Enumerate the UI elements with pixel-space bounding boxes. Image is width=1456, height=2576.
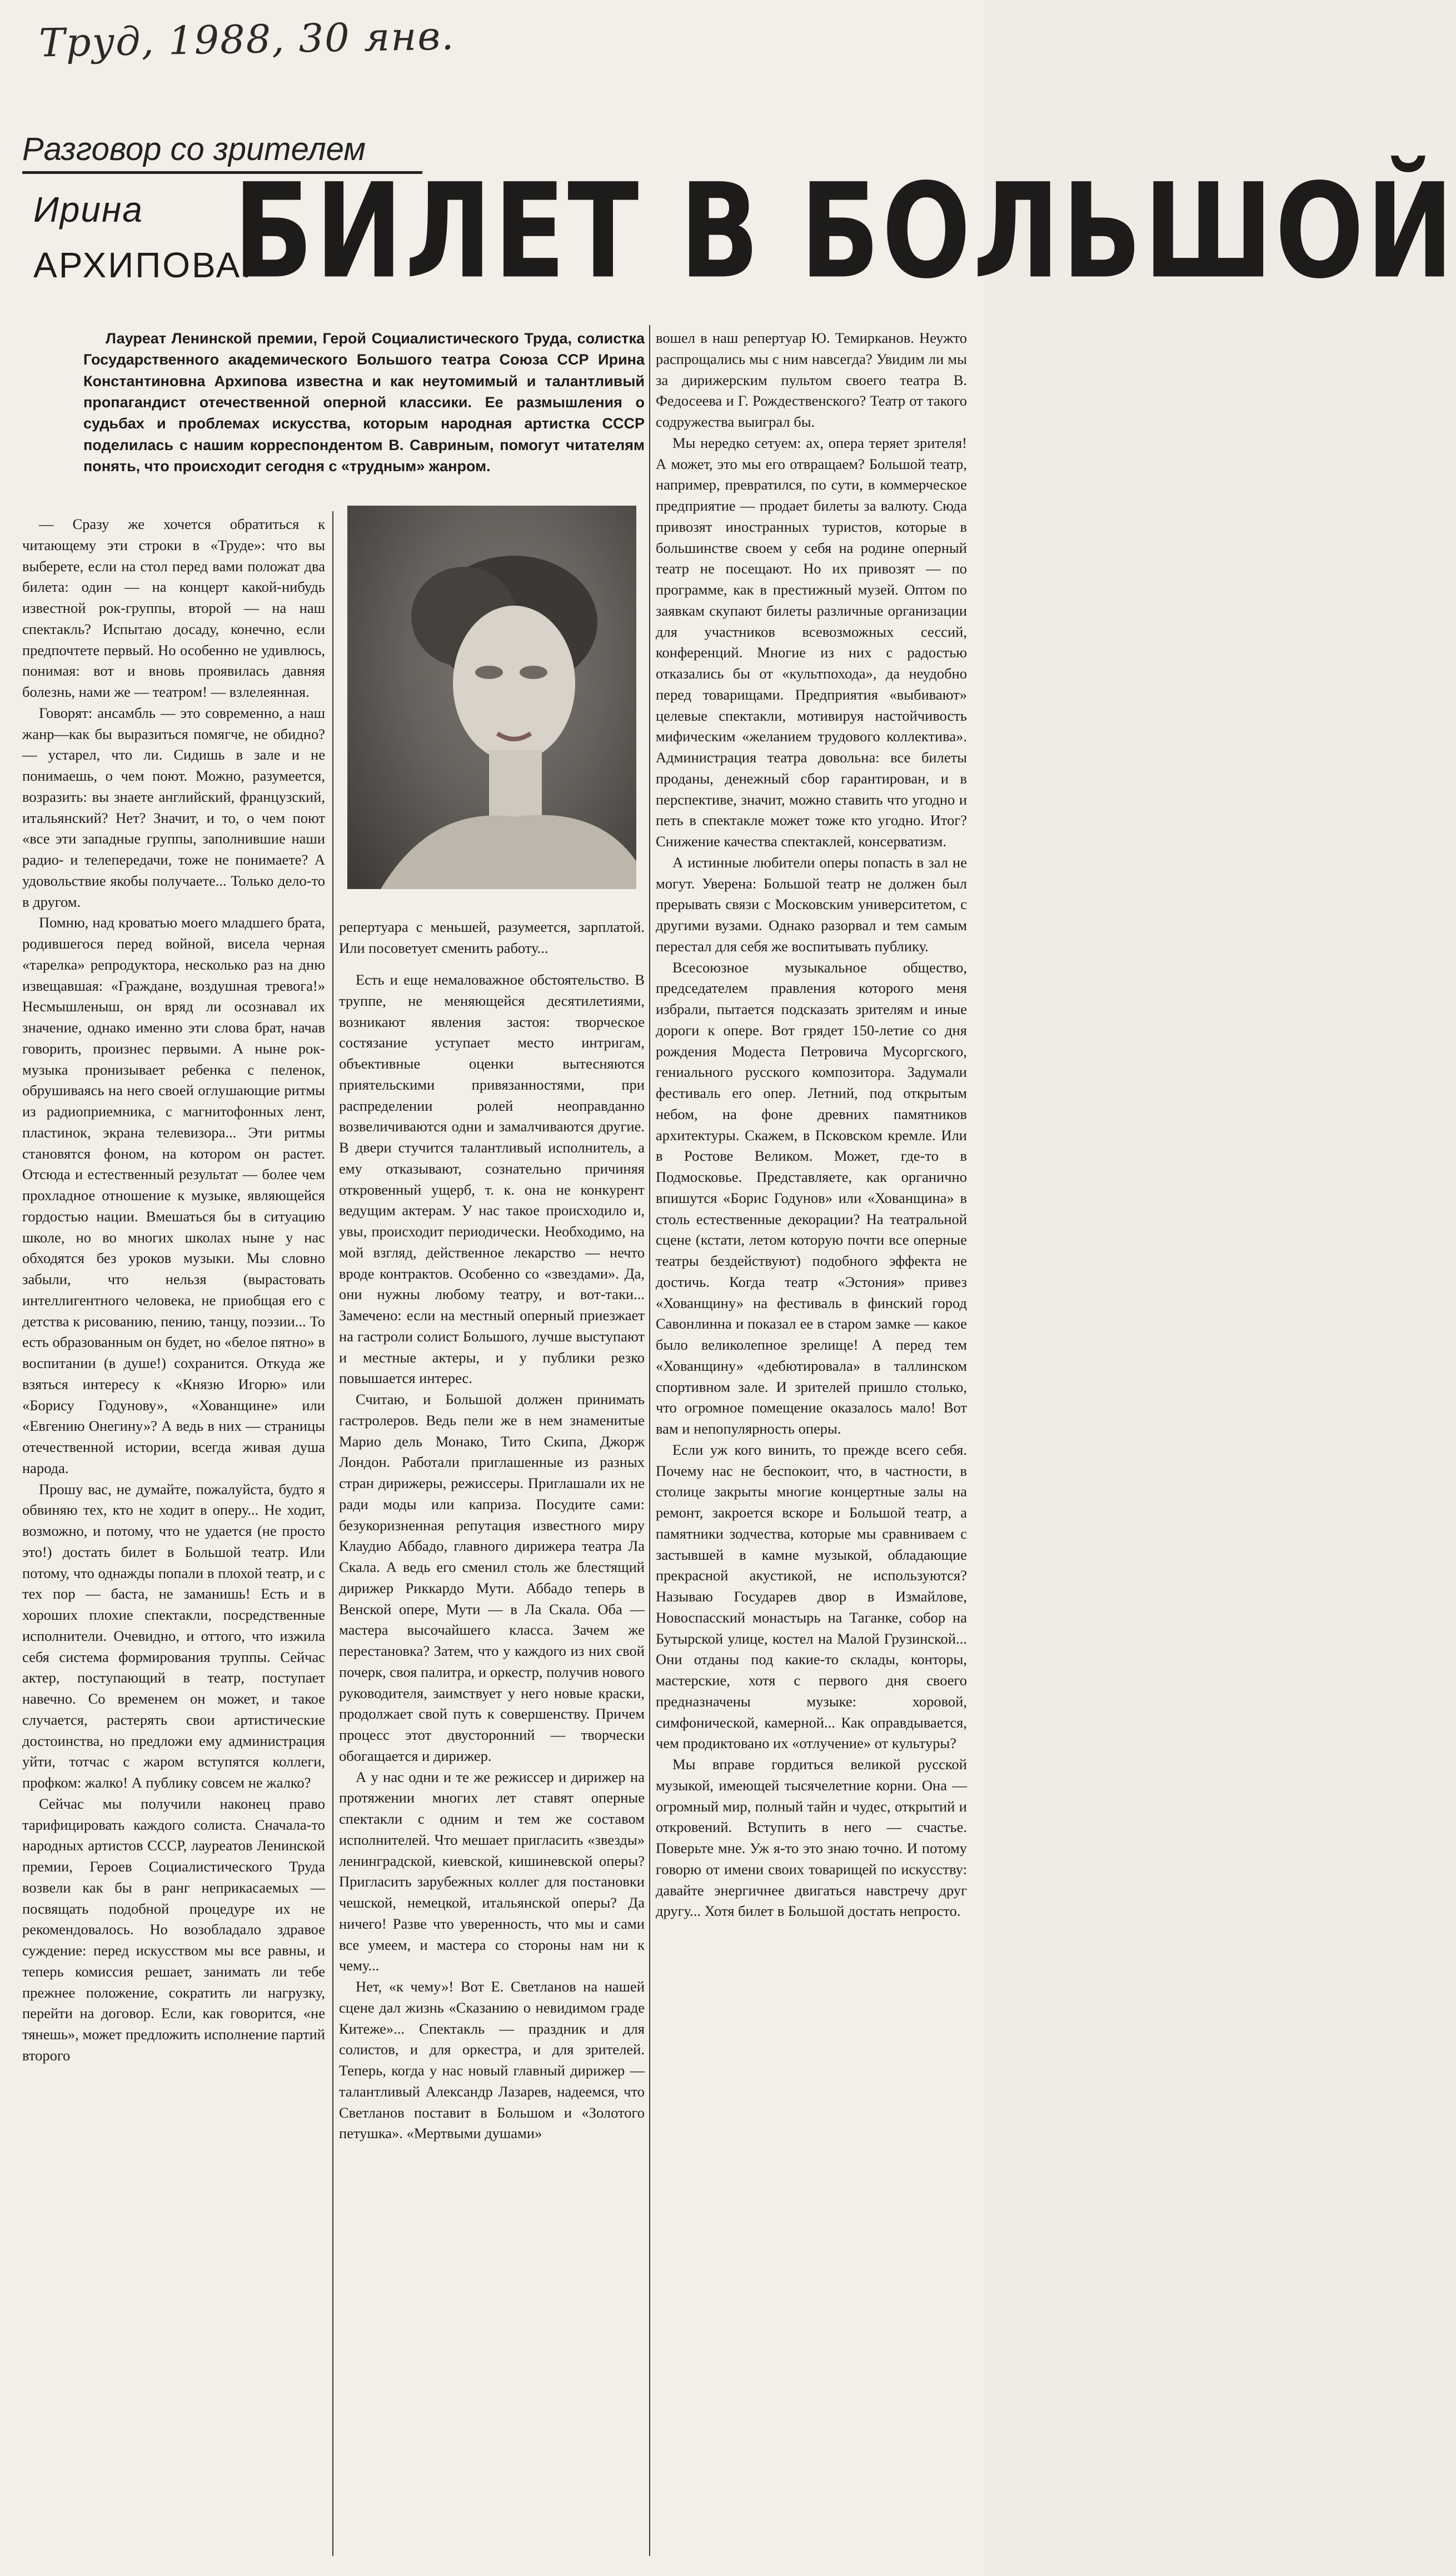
- paragraph: Сейчас мы получили наконец право тарифицировать каждого солиста. Сначала-то народных артистов СССР, лауреатов Ленинской премии, Героев Социалистического Труда возвели как бы в ранг неприкасаемых — посвящать подобной процедуре их не рекомендовалось. Но возобладало здравое суждение: перед искусством мы все равны, и теперь комиссия решает, занимать ли тебе прежнее положение, сократить ли нагрузку, перейти на договор. Если, как говорится, «не тянешь», может предложить исполнение партий второго: [22, 1795, 325, 2064]
- paragraph: Есть и еще немаловажное обстоятельство. В труппе, не меняющейся десятилетиями, возникают явления застоя: творческое состязание уступает место интригам, объективные оценки вытесняются приятельскими привязанностями, при распределении ролей неоправданно возвеличиваются одни и замалчиваются другие. В двери стучится талантливый исполнитель, а ему отказывают, сознательно причиняя откровенный ущерб, т. к. она не конкурент ведущим актерам. У нас такое происходило и, увы, происходит периодически. Необходимо, на мой взгляд, действенное лекарство — нечто вроде контрактов. Особенно со «звездами». Да, они нужны любому театру, и вот-таки... Замечено: если на местный оперный приезжает на гастроли солист Большого, лучше выступают и местные актеры, и у публики резко повышается интерес.: [339, 971, 645, 1387]
- author-first-name: Ирина: [33, 189, 143, 229]
- paragraph: Прошу вас, не думайте, пожалуйста, будто я обвиняю тех, кто не ходит в оперу... Не ходит, возможно, и потому, что не удается (не просто это!) достать билет в Большой театр. Или потому, что однажды попали в плохой театр, и с тех пор — баста, не заманишь! Есть и в хороших плохие спектакли, посредственные исполнители. Очевидно, и оттого, что изжила себя система формирования труппы. Сейчас актер, поступающий в театр, поступает навечно. Со временем он может, и такое случается, растерять свои артистические достоинства, но предложи ему администрация уйти, тотчас с жаром вступятся коллеги, профком: жалко! А публику совсем не жалко?: [22, 1480, 325, 1791]
- article-lead: Лауреат Ленинской премии, Герой Социалистического Труда, солистка Государственного академического Большого театра Союза ССР Ирина Константиновна Архипова известна и как неутомимый и талантливый пропагандист отечественной оперной классики. Ее размышления о судьбах и проблемах искусства, которым народная артистка СССР поделилась с нашим корреспондентом В. Савриным, помогут читателям понять, что происходит сегодня с «трудным» жанром.: [83, 330, 645, 475]
- article-column-2-top: [339, 917, 645, 959]
- article-column-3: [656, 328, 967, 2559]
- portrait-photo: [347, 506, 636, 889]
- author-last-name: АРХИПОВА:: [33, 245, 253, 285]
- handwritten-date-note: Труд, 1988, 30 янв.: [38, 13, 456, 66]
- paragraph: А у нас одни и те же режиссер и дирижер на протяжении многих лет ставят оперные спектакли с одним и тем же составом исполнителей. Что мешает пригласить «звезды» ленинградской, киевской, кишиневской оперы? Пригласить зарубежных коллег для постановки чешской, немецкой, итальянской оперы? Да ничего! Разве что уверенность, что мы и сами все умеем, и мастера со стороны нам ни к чему...: [339, 1768, 645, 1974]
- portrait-illustration: [347, 506, 636, 889]
- column-divider: [649, 325, 650, 2556]
- paragraph: Мы нередко сетуем: ах, опера теряет зрителя! А может, это мы его отвращаем? Большой театр, например, превратился, по сути, в коммерческое предприятие — продает билеты за валюту. Сюда привозят иностранных туристов, которые в большинстве своем у себя на родине оперный театр не посещают. Но их привозят — по программе, как в престижный музей. Оптом по заявкам скупают билеты различные организации для участников всевозможных сессий, конференций. Многие из них с радостью отказались бы от «культпохода», да неудобно перед товарищами. Предприятия «выбивают» целевые спектакли, мотивируя настойчивость мифическим «желанием трудового коллектива». Администрация театра довольна: все билеты проданы, денежный сбор гарантирован, и в перспективе, значит, можно ставить что угодно и петь в спектакле может тоже кто угодно. Итог? Снижение качества спектаклей, консерватизм.: [656, 434, 967, 850]
- article-column-2: [339, 970, 645, 2559]
- paragraph: — Сразу же хочется обратиться к читающему эти строки в «Труде»: что вы выберете, если на стол перед вами положат два билета: один — на концерт какой-нибудь известной рок-группы, второй — на наш спектакль? Испытаю досаду, конечно, если предпочтете первый. Но особенно не удивлюсь, понимая: вот и вновь проявилась давняя болезнь, нами же — театром! — взлелеянная.: [22, 516, 325, 700]
- paragraph: Помню, над кроватью моего младшего брата, родившегося перед войной, висела черная «тарелка» репродуктора, несколько раз на дню извещавшая: «Граждане, воздушная тревога!» Несмышленыш, он вряд ли осознавал их значение, однако именно эти слова брат, начав говорить, произнес первыми. А ныне рок-музыка пронизывает ребенка с пеленок, обрушиваясь на него своей оглушающие ритмы из радиоприемника, с магнитофонных лент, пластинок, экрана телевизора... Эти ритмы становятся фоном, на котором он растет. Отсюда и естественный результат — более чем прохладное отношение к музыке, являющейся гордостью нации. Вмешаться бы в ситуацию школе, но во многих школах ныне у нас обходятся без уроков музыки. Мы словно забыли, что нельзя (вырастовать интеллигентного человека, не приобщая его с детства к рисованию, пению, танцу, поэзии... То есть образованным он будет, но «белое пятно» в воспитании (в душе!) сохранится. Откуда же взяться интересу к «Князю Игорю» или «Борису Годунову», «Хованщине» или «Евгению Онегину»? А ведь в них — страницы отечественной истории, всегда живая душа народа.: [22, 914, 325, 1476]
- paragraph: Считаю, и Большой должен принимать гастролеров. Ведь пели же в нем знаменитые Марио дель Монако, Тито Скипа, Джорж Лондон. Работали приглашенные из разных стран дирижеры, режиссеры. Приглашали их не ради моды или каприза. Посудите сами: безукоризненная репутация известного миру Клаудио Аббадо, главного дирижера театра Ла Скала. А ведь его сменил столь же блестящий дирижер Риккардо Мути. Аббадо теперь в Венской опере, Мути — в Ла Скала. Оба — мастера высочайшего класса. Зачем же перестановка? Затем, что у каждого из них свой почерк, своя палитра, и оркестр, получив нового руководителя, заимствует у него новые краски, продолжает свой путь к совершенству. Причем процесс этот двусторонний — творчески обогащается и дирижер.: [339, 1391, 645, 1764]
- paragraph: вошел в наш репертуар Ю. Темирканов. Неужто распрощались мы с ним навсегда? Увидим ли мы за дирижерским пультом своего театра В. Федосеева и Г. Рождественского? Театр от такого содружества выиграл бы.: [656, 330, 967, 430]
- paragraph: Говорят: ансамбль — это современно, а наш жанр—как бы выразиться помягче, не обидно? — устарел, что ли. Сидишь в зале и не понимаешь, о чем поют. Можно, разумеется, возразить: вы знаете английский, французский, итальянский? Нет? Значит, и то, о чем поют «все эти западные группы, заполнившие наши радио- и телепередачи, тоже не понимаете? А удовольствие якобы получаете... Только дело-то в другом.: [22, 704, 325, 910]
- paragraph: Если уж кого винить, то прежде всего себя. Почему нас не беспокоит, что, в частности, в столице закрыты многие концертные залы на ремонт, закроется вскоре и Большой театр, а памятники зодчества, которые мы сравниваем с застывшей в камне музыкой, обладающие прекрасной акустикой, не используются? Называю Государев двор в Измайлове, Новоспасский монастырь на Таганке, собор на Бутырской улице, костел на Малой Грузинской... Они отданы под какие-то склады, конторы, мастерские, хотя с первого дня своего предназначены музыке: хоровой, симфонической, камерной... Как оправдывается, чем продиктовано их «отлучение» от культуры?: [656, 1441, 967, 1752]
- paragraph: репертуара с меньшей, разумеется, зарплатой. Или посоветует сменить работу...: [339, 918, 645, 956]
- paragraph: Мы вправе гордиться великой русской музыкой, имеющей тысячелетние корни. Она — огромный мир, полный тайн и чудес, открытий и откровений. Вступить в него — счастье. Поверьте мне. Уж я-то это знаю точно. И потому говорю от имени своих товарищей по искусству: давайте энергичнее двигаться навстречу друг другу... Хотя билет в Большой достать непросто.: [656, 1756, 967, 1920]
- paragraph: Всесоюзное музыкальное общество, председателем правления которого меня избрали, пытается подсказать зрителям и иные дороги к опере. Вот грядет 150-летие со дня рождения Модеста Петровича Мусоргского, гениального русского композитора. Задумали фестиваль его опер. Летний, под открытым небом, на фоне древних памятников архитектуры. Скажем, в Псковском кремле. Или в Ростове Великом. Может, где-то в Подмосковье. Представляете, как органично впишутся «Борис Годунов» или «Хованщина» в столь естественные декорации? На театральной сцене (кстати, летом которую почти все оперные театры бездействуют) подобного эффекта не достичь. Когда театр «Эстония» привез «Хованщину» на фестиваль в финский город Савонлинна и показал ее в старом замке — какое было великолепное зрелище! А перед тем «Хованщину» «дебютировала» в таллинском спортивном зале. И зрителей пришло столько, что огромное помещение оказалось мало! Вот вам и непопулярность оперы.: [656, 958, 967, 1437]
- article-column-1: [22, 514, 325, 2559]
- column-divider: [332, 511, 333, 2556]
- section-rubric: Разговор со зрителем: [22, 131, 422, 174]
- paragraph: А истинные любители оперы попасть в зал не могут. Уверена: Большой театр не должен был прерывать связи с Московским университетом, с другими вузами. Однако разорвал и тем самым перестал для себя же воспитывать публику.: [656, 853, 967, 955]
- paragraph: Нет, «к чему»! Вот Е. Светланов на нашей сцене дал жизнь «Сказанию о невидимом граде Китеже»... Спектакль — праздник и для солистов, и для оркестра, и для зрителей. Теперь, когда у нас новый главный дирижер — талантливый Александр Лазарев, надеемся, что Светланов поставит в Большом и «Золотого петушка». «Мертвыми душами»: [339, 1978, 645, 2142]
- article-headline: БИЛЕТ В БОЛЬШОЙ: [233, 156, 1456, 308]
